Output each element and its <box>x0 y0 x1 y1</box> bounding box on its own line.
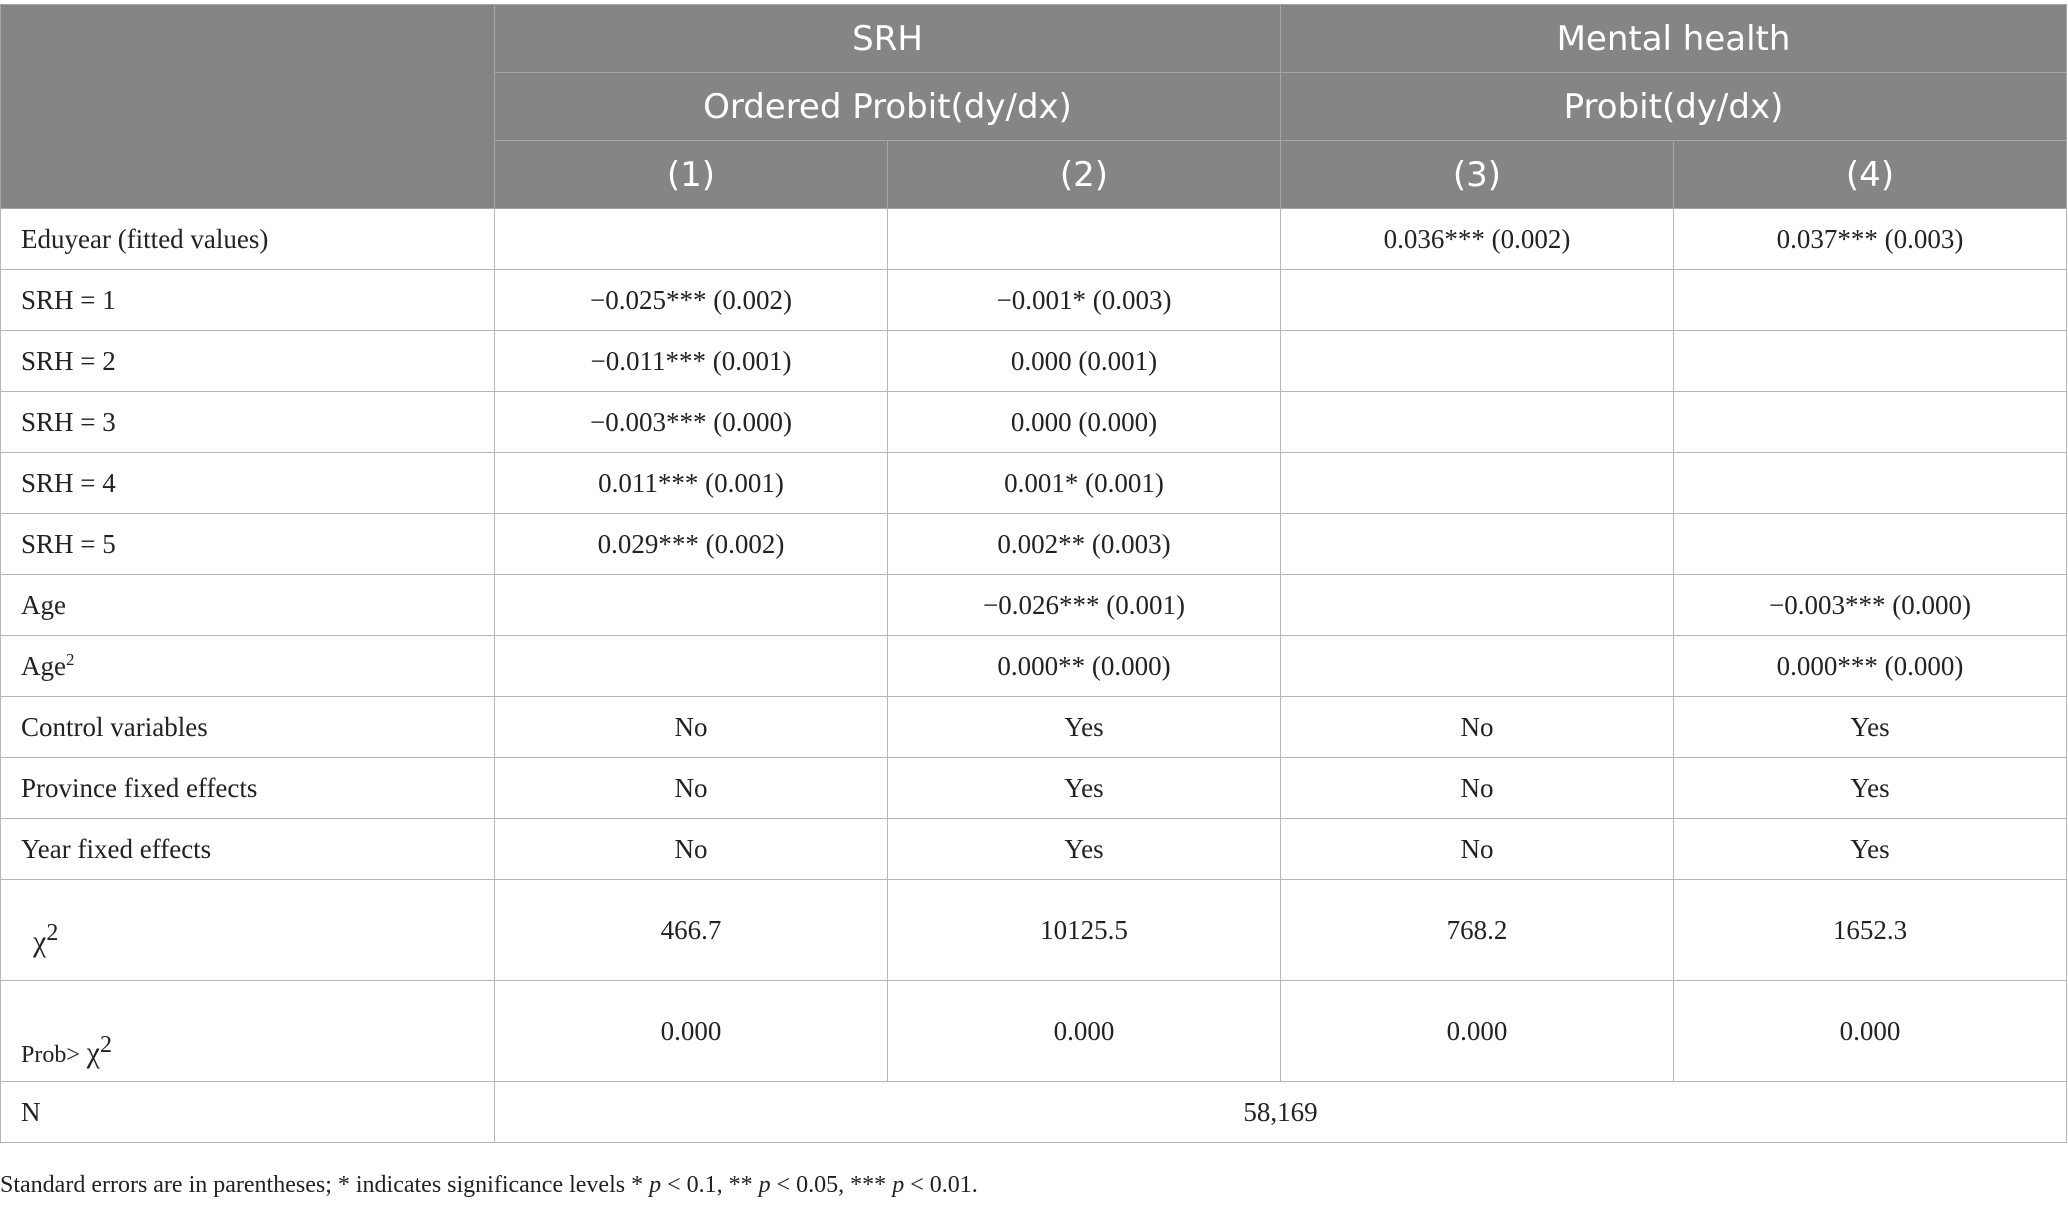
header-model-ordered-probit: Ordered Probit(dy/dx) <box>495 73 1281 141</box>
footnote-text: < 0.05, *** <box>770 1172 893 1198</box>
chi-symbol: χ <box>33 924 47 958</box>
row-label: SRH = 2 <box>1 331 495 392</box>
row-label: Year fixed effects <box>1 819 495 880</box>
table-cell: No <box>1281 819 1674 880</box>
row-srh-4 <box>1 453 2067 514</box>
table-cell-n-value: 58,169 <box>495 1082 2067 1143</box>
table-cell: 0.002** (0.003) <box>888 514 1281 575</box>
row-label-superscript: 2 <box>65 650 75 669</box>
table-cell: 0.001* (0.001) <box>888 453 1281 514</box>
table-cell: Yes <box>888 758 1281 819</box>
table-cell <box>888 209 1281 270</box>
table-cell <box>1674 331 2067 392</box>
chi-symbol: χ <box>86 1036 100 1069</box>
row-label: SRH = 5 <box>1 514 495 575</box>
row-n <box>1 1082 2067 1143</box>
table-cell: No <box>1281 758 1674 819</box>
table-cell: Yes <box>888 697 1281 758</box>
footnote-p: p <box>892 1172 905 1198</box>
table-cell <box>495 575 888 636</box>
table-cell <box>1281 514 1674 575</box>
header-col-1: (1) <box>495 141 888 209</box>
regression-table <box>0 4 2067 1143</box>
row-label: Age <box>1 575 495 636</box>
header-stub <box>1 5 495 209</box>
table-cell: −0.025*** (0.002) <box>495 270 888 331</box>
row-control-variables <box>1 697 2067 758</box>
row-label: Province fixed effects <box>1 758 495 819</box>
row-province-fixed-effects <box>1 758 2067 819</box>
table-cell <box>1674 453 2067 514</box>
row-label-chi <box>21 902 58 959</box>
row-label <box>1 636 495 697</box>
table-cell <box>495 636 888 697</box>
table-cell <box>1281 331 1674 392</box>
table-cell: No <box>495 697 888 758</box>
header-row-groups <box>1 5 2067 73</box>
header-col-2: (2) <box>888 141 1281 209</box>
table-cell <box>495 209 888 270</box>
row-prob-chi-squared <box>1 981 2067 1082</box>
table-cell <box>1281 636 1674 697</box>
row-srh-3 <box>1 392 2067 453</box>
table-cell: −0.003*** (0.000) <box>495 392 888 453</box>
row-label: N <box>1 1082 495 1143</box>
table-cell: 0.011*** (0.001) <box>495 453 888 514</box>
row-srh-2 <box>1 331 2067 392</box>
footnote-p: p <box>758 1172 771 1198</box>
regression-table-container <box>0 4 2068 1143</box>
table-cell: Yes <box>1674 819 2067 880</box>
table-cell: 0.000** (0.000) <box>888 636 1281 697</box>
row-srh-1 <box>1 270 2067 331</box>
table-cell: 0.000 <box>495 981 888 1082</box>
table-cell: 0.000 (0.001) <box>888 331 1281 392</box>
row-label: Control variables <box>1 697 495 758</box>
table-cell: −0.026*** (0.001) <box>888 575 1281 636</box>
table-cell: −0.001* (0.003) <box>888 270 1281 331</box>
table-cell: 0.000*** (0.000) <box>1674 636 2067 697</box>
footnote-text: Standard errors are in parentheses; * indicates significance levels * <box>0 1172 650 1198</box>
row-age <box>1 575 2067 636</box>
header-group-mental-health: Mental health <box>1281 5 2067 73</box>
table-cell: 10125.5 <box>888 880 1281 981</box>
row-label: SRH = 3 <box>1 392 495 453</box>
row-label <box>1 981 495 1082</box>
table-cell <box>1674 270 2067 331</box>
row-chi-squared <box>1 880 2067 981</box>
row-label: Eduyear (fitted values) <box>1 209 495 270</box>
table-cell: No <box>495 758 888 819</box>
row-age-squared <box>1 636 2067 697</box>
table-cell: 0.000 <box>1281 981 1674 1082</box>
footnote-text: < 0.01. <box>904 1172 978 1198</box>
footnote-text: < 0.1, ** <box>661 1172 759 1198</box>
table-cell: 1652.3 <box>1674 880 2067 981</box>
table-cell <box>1281 575 1674 636</box>
row-label: SRH = 4 <box>1 453 495 514</box>
table-cell: Yes <box>888 819 1281 880</box>
table-cell: 0.029*** (0.002) <box>495 514 888 575</box>
table-cell <box>1281 270 1674 331</box>
prob-prefix: Prob> <box>21 1042 80 1068</box>
row-label: SRH = 1 <box>1 270 495 331</box>
table-cell: 0.000 (0.000) <box>888 392 1281 453</box>
row-eduyear <box>1 209 2067 270</box>
header-model-probit: Probit(dy/dx) <box>1281 73 2067 141</box>
table-cell: 768.2 <box>1281 880 1674 981</box>
table-cell: 0.037*** (0.003) <box>1674 209 2067 270</box>
table-cell <box>1674 392 2067 453</box>
row-label-text: Age <box>21 651 66 681</box>
table-cell: −0.011*** (0.001) <box>495 331 888 392</box>
header-group-srh: SRH <box>495 5 1281 73</box>
table-cell: No <box>495 819 888 880</box>
header-col-4: (4) <box>1674 141 2067 209</box>
chi-superscript: 2 <box>99 1032 112 1058</box>
table-cell: Yes <box>1674 697 2067 758</box>
table-cell: 0.036*** (0.002) <box>1281 209 1674 270</box>
row-label-prob <box>21 992 112 1070</box>
table-footnote <box>0 1172 978 1199</box>
table-cell <box>1281 392 1674 453</box>
footnote-p: p <box>649 1172 662 1198</box>
table-cell <box>1281 453 1674 514</box>
chi-superscript: 2 <box>46 919 59 946</box>
table-cell: 0.000 <box>888 981 1281 1082</box>
table-cell: Yes <box>1674 758 2067 819</box>
row-label <box>1 880 495 981</box>
table-cell: No <box>1281 697 1674 758</box>
row-year-fixed-effects <box>1 819 2067 880</box>
table-cell <box>1674 514 2067 575</box>
table-cell: 466.7 <box>495 880 888 981</box>
table-cell: −0.003*** (0.000) <box>1674 575 2067 636</box>
row-srh-5 <box>1 514 2067 575</box>
table-cell: 0.000 <box>1674 981 2067 1082</box>
header-col-3: (3) <box>1281 141 1674 209</box>
